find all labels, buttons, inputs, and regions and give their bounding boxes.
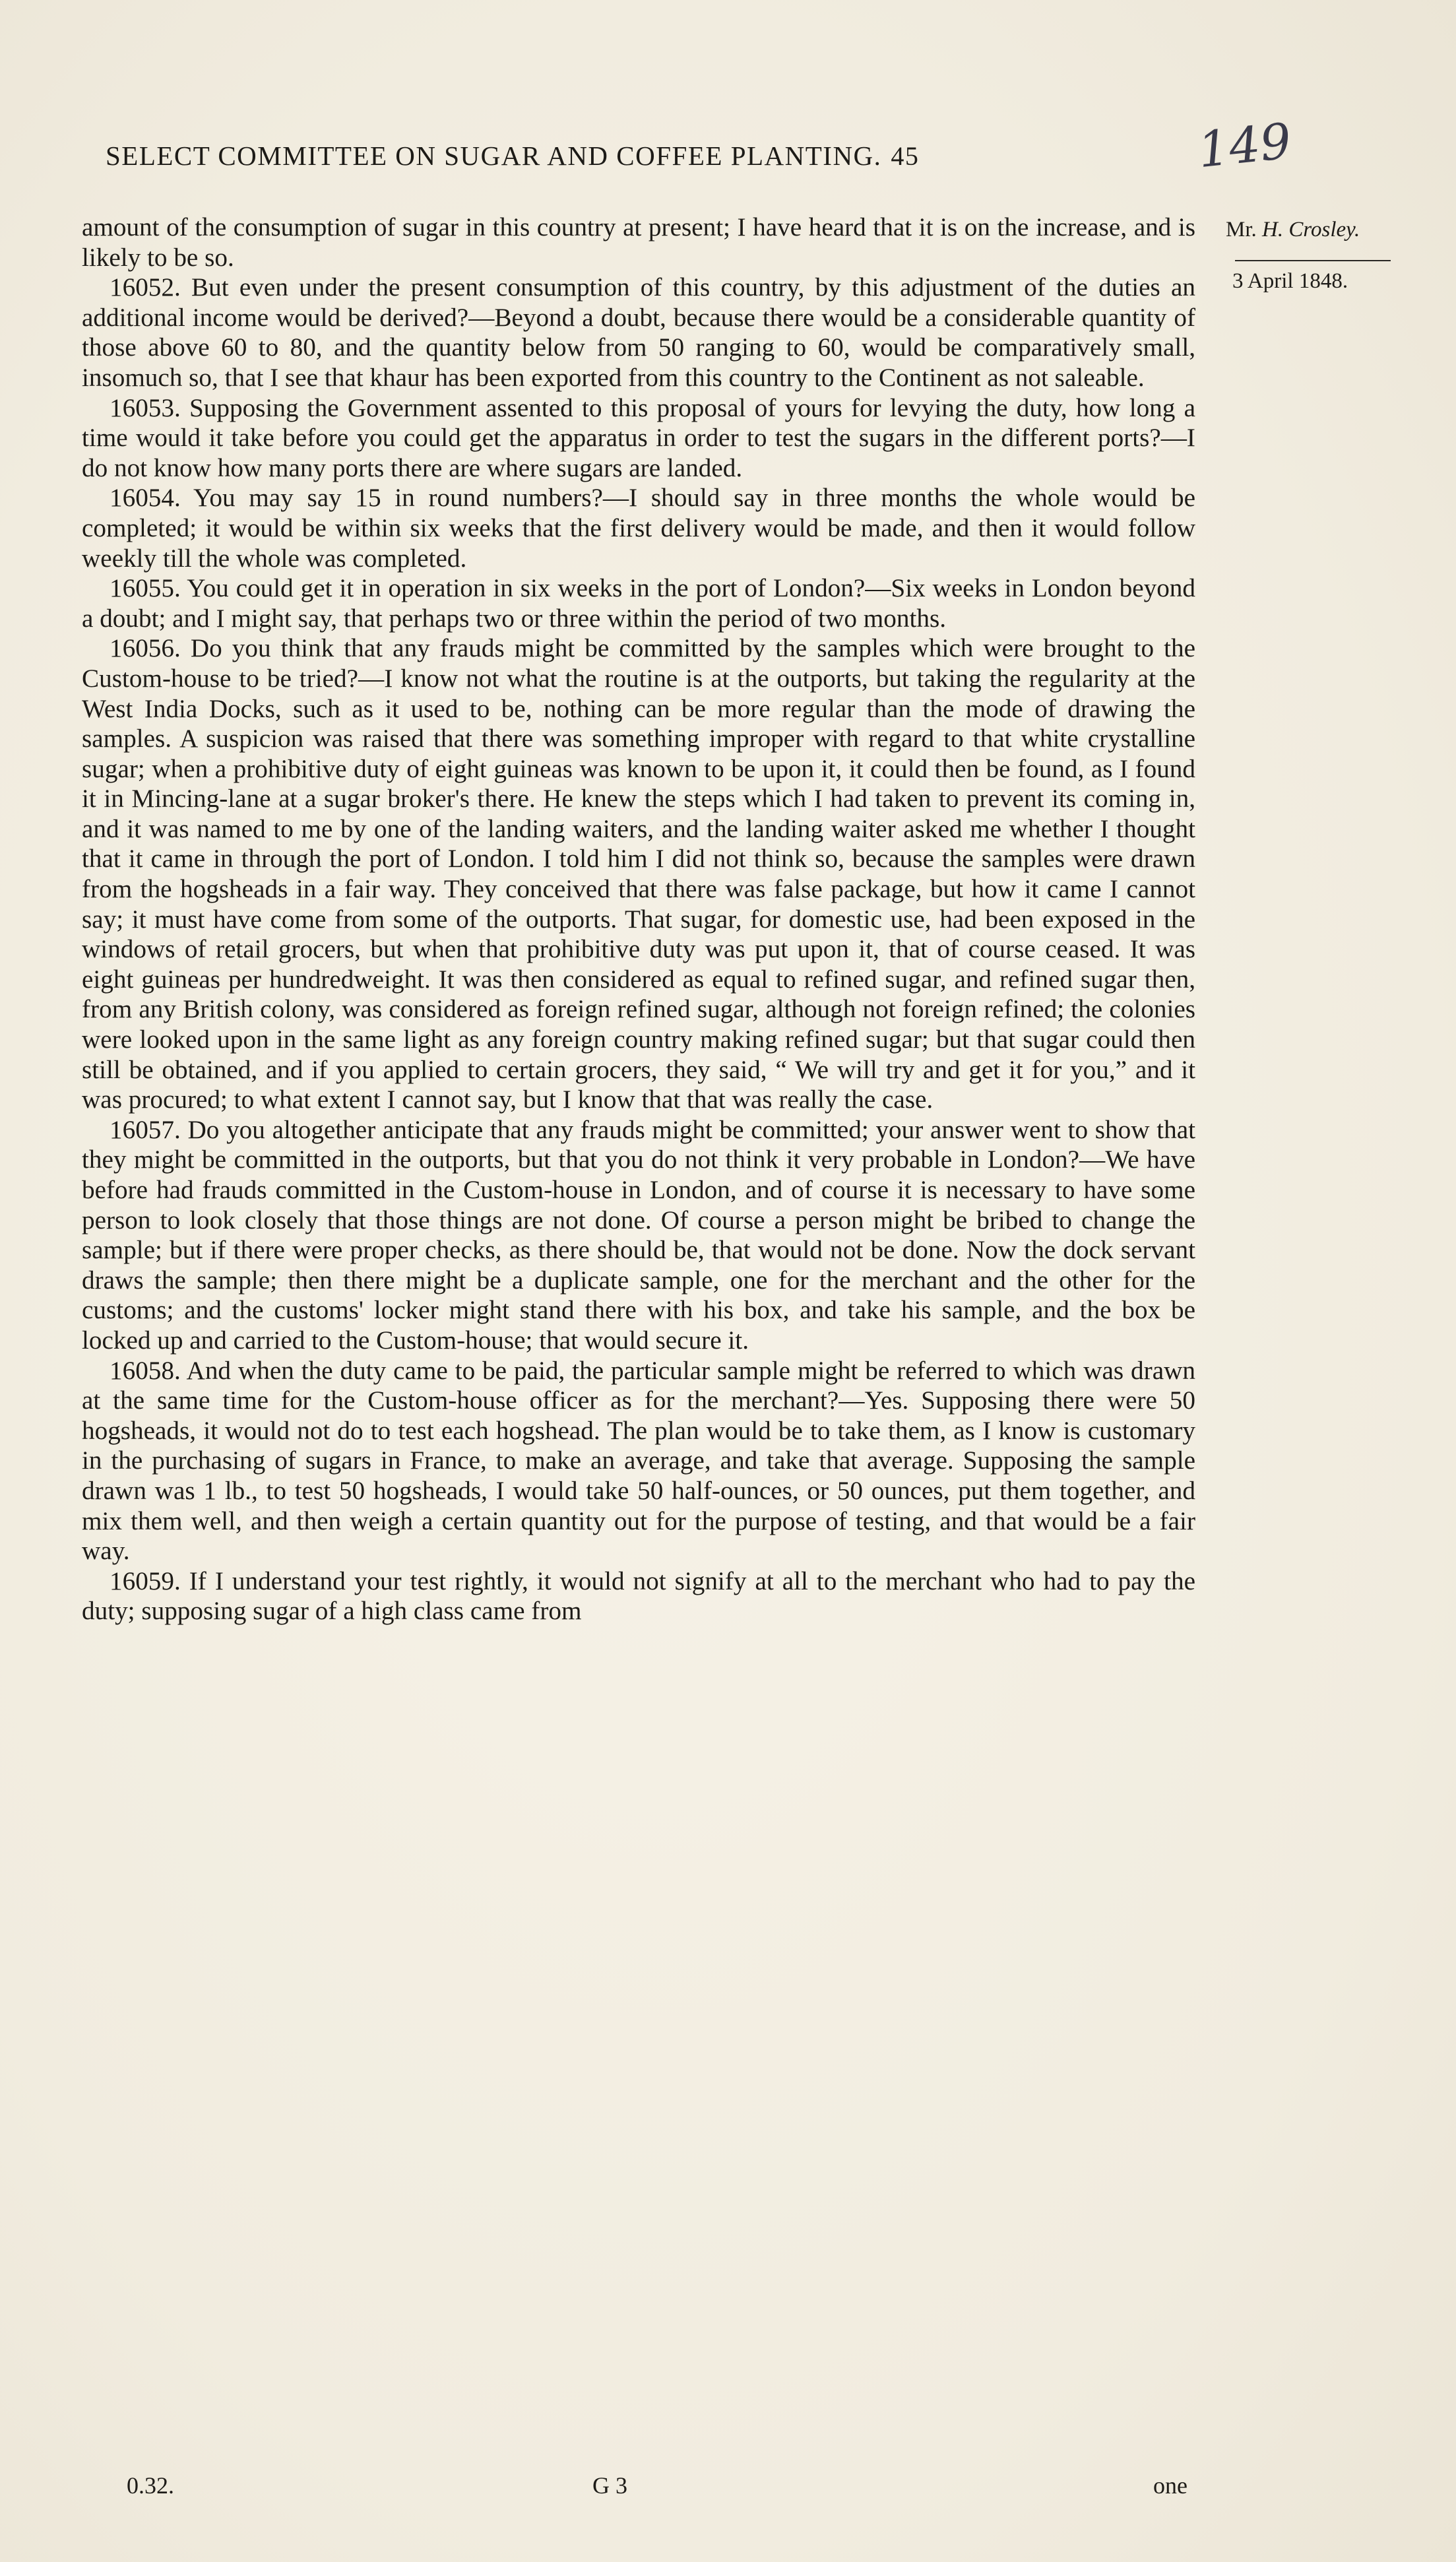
footer-catchword: one: [1153, 2472, 1187, 2499]
question-16057: 16057. Do you altogether anticipate that any frauds might be committed; your answer went to show that they might be committed in the outports, but that you do not think it very probable in London?—We have before had frauds committed in the Custom-house in London, and of course it is necessary to have some person to look closely that those things are not done. Of course a person might be bribed to change the sample; but if there were proper checks, as there should be, that would not be done. Now the dock servant draws the sample; then there might be a duplicate sample, one for the merchant and the other for the customs; and the customs' locker might stand there with his box, and take his sample, and the box be locked up and carried to the Custom-house; that would secure it.: [82, 1115, 1195, 1355]
footer-signature-mark: G 3: [592, 2472, 627, 2499]
margin-rule: [1235, 260, 1391, 261]
witness-prefix: Mr.: [1226, 218, 1257, 241]
footer-sessional-number: 0.32.: [127, 2472, 174, 2499]
question-16058: 16058. And when the duty came to be paid, the particular sample might be referred to which was drawn at the same time for the Custom-house officer as for the merchant?—Yes. Supposing there were 50 hogsheads, it would not do to test each hogshead. The plan would be to take them, as I know is customary in the purchasing of sugars in France, to make an average, and take that average. Supposing the sample drawn was 1 lb., to test 50 hogsheads, I would take 50 half-ounces, or 50 ounces, put them together, and mix them well, and then weigh a certain quantity out for the purpose of testing, and that would be a fair way.: [82, 1356, 1195, 1566]
question-16053: 16053. Supposing the Government assented to this proposal of yours for levying the duty, how long a time would it take before you could get the apparatus in order to test the sugars in the different ports?—I do not know how many ports there are where sugars are landed.: [82, 393, 1195, 482]
running-title: SELECT COMMITTEE ON SUGAR AND COFFEE PLANTING.: [106, 141, 882, 171]
question-16055: 16055. You could get it in operation in six weeks in the port of London?—Six weeks in London beyond a doubt; and I might say, that perhaps two or three within the period of two months.: [82, 574, 1195, 633]
margin-date: 3 April 1848.: [1232, 269, 1348, 293]
witness-name: H. Crosley.: [1262, 218, 1360, 241]
question-16059: 16059. If I understand your test rightly, it would not signify at all to the merchant who had to pay the duty; supposing sugar of a high class came from: [82, 1566, 1195, 1626]
question-16054: 16054. You may say 15 in round numbers?—I should say in three months the whole would be completed; it would be within six weeks that the first delivery would be made, and then it would follow weekly till the whole was completed.: [82, 484, 1195, 573]
handwritten-folio-number: 149: [1195, 112, 1294, 179]
running-header: [106, 140, 1187, 172]
question-16052: 16052. But even under the present consumption of this country, by this adjustment of the duties an additional income would be derived?—Beyond a doubt, because there would be a considerable quantity of those above 60 to 80, and the quantity below from 50 ranging to 60, would be comparatively small, insomuch so, that I see that khaur has been exported from this country to the Continent as not saleable.: [82, 273, 1195, 392]
page-number: 45: [891, 141, 920, 171]
margin-witness: [1226, 218, 1360, 242]
paragraph-continued: amount of the consumption of sugar in this country at present; I have heard that it is on the increase, and is likely to be so.: [82, 213, 1195, 272]
body-text: [82, 212, 1195, 1626]
question-16056: 16056. Do you think that any frauds might be committed by the samples which were brought to the Custom-house to be tried?—I know not what the routine is at the outports, but taking the regularity at the West India Docks, such as it used to be, nothing can be more regular than the mode of drawing the samples. A suspicion was raised that there was something improper with regard to that white crystalline sugar; when a prohibitive duty of eight guineas was known to be upon it, it could then be found, as I found it in Mincing-lane at a sugar broker's there. He knew the steps which I had taken to prevent its coming in, and it was named to me by one of the landing waiters, and the landing waiter asked me whether I thought that it came in through the port of London. I told him I did not think so, because the samples were drawn from the hogsheads in a fair way. They conceived that there was false package, but how it came I cannot say; it must have come from some of the outports. That sugar, for domestic use, had been exposed in the windows of retail grocers, but when that prohibitive duty was put upon it, that of course ceased. It was eight guineas per hundredweight. It was then considered as equal to refined sugar, and refined sugar then, from any British colony, was considered as foreign refined sugar, although not foreign refined; the colonies were looked upon in the same light as any foreign country making refined sugar; but that sugar could then still be obtained, and if you applied to certain grocers, they said, “ We will try and get it for you,” and it was procured; to what extent I cannot say, but I know that that was really the case.: [82, 634, 1195, 1114]
